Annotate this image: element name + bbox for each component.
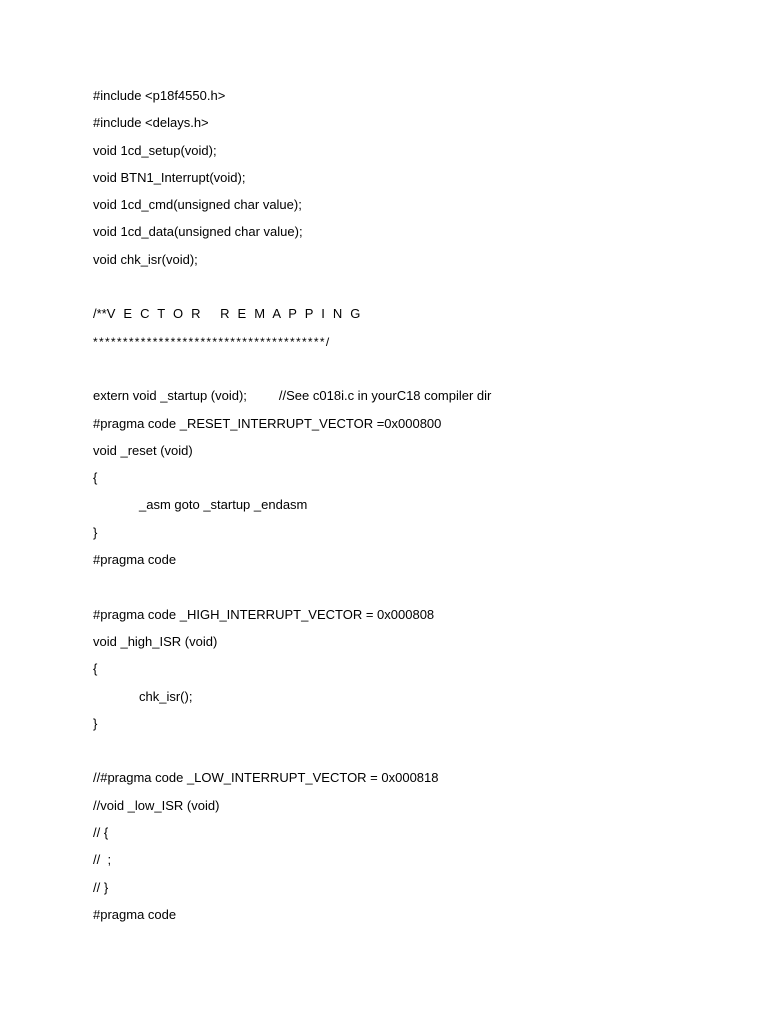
code-line-comment-void-low: //void _low_ISR (void): [93, 797, 220, 813]
remap-title: V E C T O R R E M A P P I N G: [106, 306, 363, 322]
code-line-proto-chk-isr: void chk_isr(void);: [93, 251, 198, 267]
code-line-remap-header: [93, 304, 713, 331]
code-line-comment-semicolon: // ;: [93, 852, 112, 868]
code-line-asm-goto: _asm goto _startup _endasm: [139, 497, 308, 513]
code-line-comment-pragma-low: //#pragma code _LOW_INTERRUPT_VECTOR = 0x000818: [93, 770, 439, 786]
code-line-brace-close: }: [93, 524, 98, 540]
code-line-remap-close: ***************************************/: [93, 334, 331, 349]
code-line-pragma-code: #pragma code: [93, 552, 177, 568]
code-line-brace-open: {: [93, 470, 98, 486]
code-line-pragma-high: #pragma code _HIGH_INTERRUPT_VECTOR = 0x000808: [93, 606, 435, 622]
extern-declaration: extern void _startup (void);: [93, 388, 247, 404]
blank-line: [93, 277, 713, 304]
code-line-include-pic: #include <p18f4550.h>: [93, 88, 226, 103]
remap-comment-open: /**: [93, 306, 107, 322]
blank-line: [93, 741, 713, 768]
code-line-void-reset: void _reset (void): [93, 442, 193, 458]
code-line-pragma-code: #pragma code: [93, 906, 177, 922]
extern-comment: //See c018i.c in yourC18 compiler dir: [278, 388, 492, 404]
code-line-pragma-reset: #pragma code _RESET_INTERRUPT_VECTOR =0x000800: [93, 415, 442, 431]
code-line-proto-lcd-setup: void 1cd_setup(void);: [93, 142, 217, 158]
code-listing: [93, 86, 713, 932]
code-line-comment-brace-close: // }: [93, 879, 109, 895]
code-line-extern-startup: [93, 386, 713, 413]
code-line-include-delays: #include <delays.h>: [93, 115, 209, 131]
blank-line: [93, 359, 713, 386]
code-line-brace-open: {: [93, 661, 98, 677]
code-line-proto-lcd-data: void 1cd_data(unsigned char value);: [93, 224, 303, 240]
code-line-call-chk-isr: chk_isr();: [139, 688, 193, 704]
code-line-void-high-isr: void _high_ISR (void): [93, 633, 218, 649]
code-line-proto-lcd-cmd: void 1cd_cmd(unsigned char value);: [93, 197, 302, 213]
code-line-comment-brace-open: // {: [93, 825, 109, 841]
code-line-brace-close: }: [93, 715, 98, 731]
code-line-proto-btn1: void BTN1_Interrupt(void);: [93, 169, 246, 185]
blank-line: [93, 577, 713, 604]
